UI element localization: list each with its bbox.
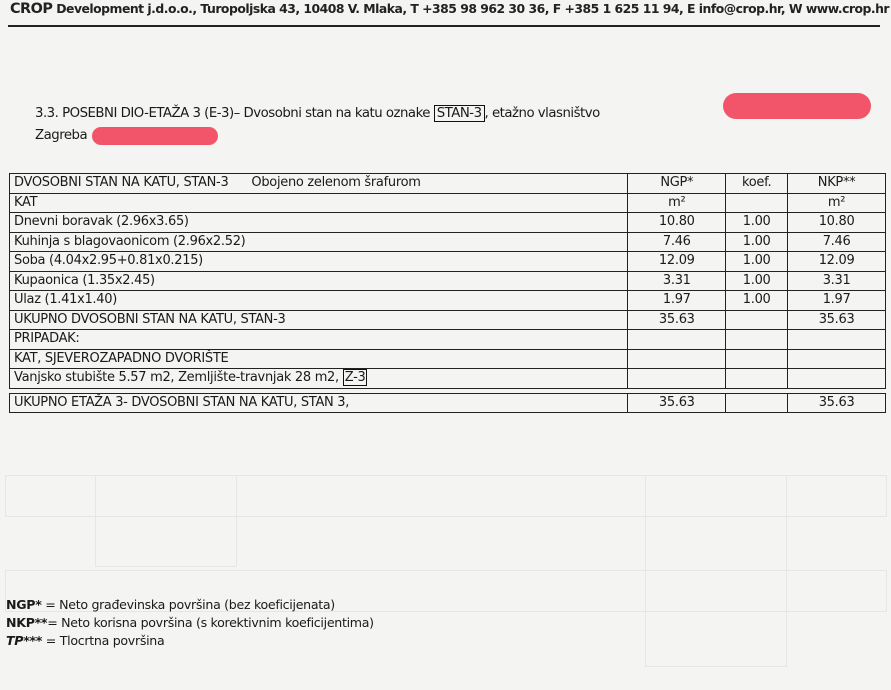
legend-text: = Neto korisna površina (s korektivnim koeficijentima) [47,615,374,630]
empty-cell [726,310,788,330]
empty-cell [628,349,726,369]
total-etaza-nkp: 35.63 [788,393,886,413]
empty-cell [788,369,886,389]
legend-item [6,614,374,632]
legend [6,596,374,650]
total-etaza-label: UKUPNO ETAŽA 3- DVOSOBNI STAN NA KATU, STAN 3, [10,393,628,413]
table-header-row [10,174,886,194]
legend-symbol: TP*** [6,633,43,648]
pripadak-label: PRIPADAK: [10,330,628,350]
unit-label-boxed: STAN-3 [434,105,485,122]
room-ngp: 7.46 [628,232,726,252]
legend-symbol: NGP* [6,597,42,612]
intro-line2: Zagreba [35,128,88,143]
empty-cell [726,349,788,369]
total-etaza-row [10,393,886,413]
room-ngp: 10.80 [628,213,726,233]
table-note: Obojeno zelenom šrafurom [251,175,421,191]
empty-cell [788,349,886,369]
area-table [9,173,886,413]
room-name: Ulaz (1.41x1.40) [10,291,628,311]
room-koef: 1.00 [726,213,788,233]
legend-symbol: NKP** [6,615,48,630]
room-nkp: 10.80 [788,213,886,233]
vanjsko-text: Vanjsko stubište 5.57 m2, Zemljište-travnjak 28 m2, [14,370,343,386]
room-koef: 1.00 [726,271,788,291]
unit-ngp: m² [628,193,726,213]
zone-label-boxed: Z-3 [344,370,366,386]
table-row [10,271,886,291]
total-stan-ngp: 35.63 [628,310,726,330]
room-name: Dnevni boravak (2.96x3.65) [10,213,628,233]
legend-text: = Tlocrtna površina [42,633,165,648]
total-etaza-ngp: 35.63 [628,393,726,413]
intro-prefix: 3.3. POSEBNI DIO-ETAŽA 3 (E-3)– Dvosobni stan na katu oznake [35,106,434,121]
empty-cell [628,369,726,389]
bleed-line [95,475,237,567]
bleed-line [645,475,787,667]
room-name: Soba (4.04x2.95+0.81x0.215) [10,252,628,272]
room-koef: 1.00 [726,232,788,252]
empty-cell [788,330,886,350]
room-name: Kupaonica (1.35x2.45) [10,271,628,291]
empty-cell [726,393,788,413]
letterhead [10,1,890,17]
col-nkp-header: NKP** [788,174,886,194]
table-row [10,213,886,233]
room-nkp: 1.97 [788,291,886,311]
company-details: Development j.d.o.o., Turopoljska 43, 10408 V. Mlaka, T +385 98 962 30 36, F +385 1 625 11 94, E info@crop.hr, W www.crop.hr [52,1,890,16]
total-stan-row [10,310,886,330]
total-stan-nkp: 35.63 [788,310,886,330]
company-brand: CROP [10,1,53,17]
room-koef: 1.00 [726,291,788,311]
room-nkp: 12.09 [788,252,886,272]
room-name: Kuhinja s blagovaonicom (2.96x2.52) [10,232,628,252]
room-nkp: 3.31 [788,271,886,291]
redaction-mark [723,93,871,119]
header-divider [8,25,880,27]
col-koef-header: koef. [726,174,788,194]
table-title-cell [10,174,628,194]
intro-suffix: , etažno vlasništvo [484,106,600,121]
vanjsko-row [10,369,886,389]
unit-nkp: m² [788,193,886,213]
unit-row [10,193,886,213]
empty-cell [628,330,726,350]
empty-cell [726,193,788,213]
empty-cell [726,330,788,350]
redaction-mark [92,127,218,145]
table-row [10,232,886,252]
table-row [10,252,886,272]
empty-cell [726,369,788,389]
dvoriste-label: KAT, SJEVEROZAPADNO DVORIŠTE [10,349,628,369]
dvoriste-row [10,349,886,369]
total-stan-label: UKUPNO DVOSOBNI STAN NA KATU, STAN-3 [10,310,628,330]
table-row [10,291,886,311]
legend-item [6,596,374,614]
room-ngp: 12.09 [628,252,726,272]
room-ngp: 1.97 [628,291,726,311]
legend-text: = Neto građevinska površina (bez koeficijenata) [41,597,335,612]
floor-label: KAT [10,193,628,213]
room-koef: 1.00 [726,252,788,272]
room-ngp: 3.31 [628,271,726,291]
vanjsko-cell [10,369,628,389]
table-title: DVOSOBNI STAN NA KATU, STAN-3 [14,175,229,191]
pripadak-row [10,330,886,350]
col-ngp-header: NGP* [628,174,726,194]
room-nkp: 7.46 [788,232,886,252]
legend-item [6,632,374,650]
